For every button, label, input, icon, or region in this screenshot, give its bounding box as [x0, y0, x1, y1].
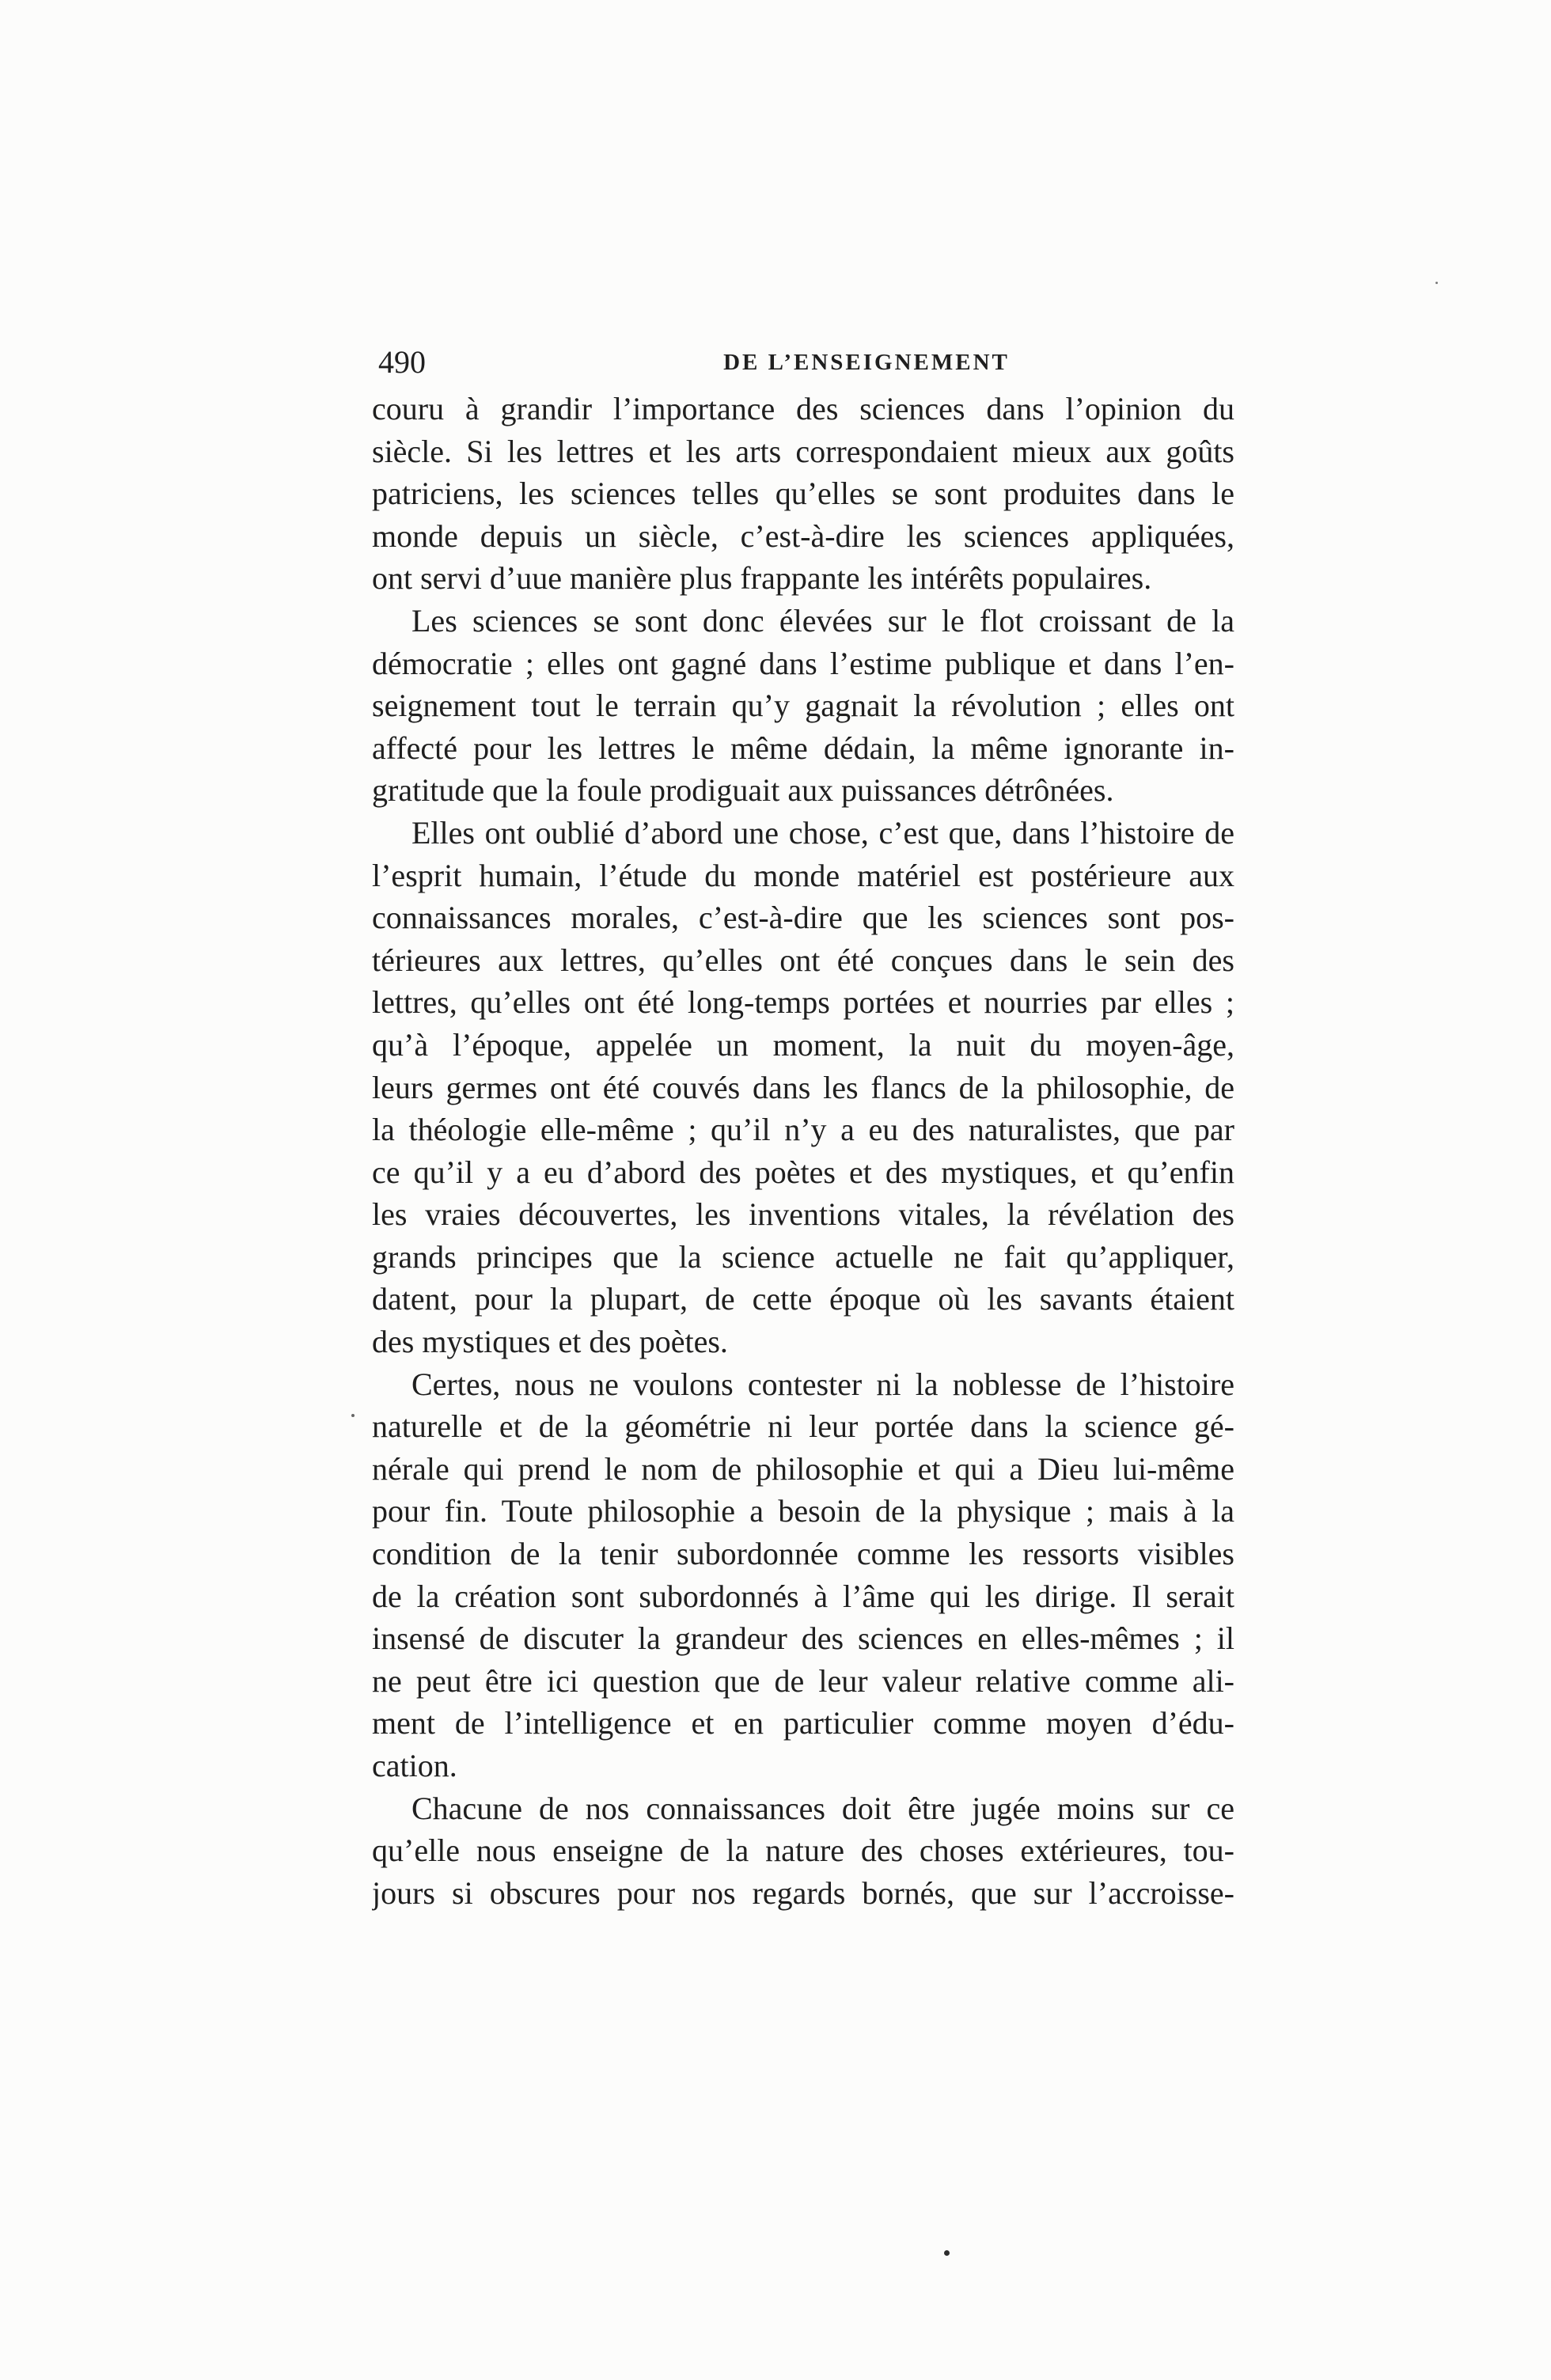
text-line: ne peut être ici question que de leur valeur relative comme ali- — [372, 1662, 1234, 1699]
running-title: DE L’ENSEIGNEMENT — [723, 350, 1010, 375]
text-line: lettres, qu’elles ont été long-temps portées et nourries par elles ; — [372, 984, 1234, 1021]
text-line: des mystiques et des poètes. — [372, 1324, 728, 1360]
paragraph-2 — [372, 600, 1234, 812]
page-number: 490 — [378, 344, 426, 380]
text-line: jours si obscures pour nos regards bornés, que sur l’accroisse- — [372, 1874, 1234, 1911]
text-line: insensé de discuter la grandeur des sciences en elles-mêmes ; il — [372, 1620, 1234, 1657]
text-line: nérale qui prend le nom de philosophie et qui a Dieu lui-même — [372, 1450, 1234, 1487]
body-text — [372, 388, 1234, 1914]
text-line: les vraies découvertes, les inventions vitales, la révélation des — [372, 1196, 1234, 1233]
text-line: affecté pour les lettres le même dédain, la même ignorante in- — [372, 730, 1234, 766]
text-line: monde depuis un siècle, c’est-à-dire les sciences appliquées, — [372, 517, 1234, 554]
text-line: qu’à l’époque, appelée un moment, la nuit du moyen-âge, — [372, 1026, 1234, 1063]
text-line: grands principes que la science actuelle ne fait qu’appliquer, — [372, 1238, 1234, 1275]
text-line: naturelle et de la géométrie ni leur portée dans la science gé- — [372, 1408, 1234, 1445]
text-line: ce qu’il y a eu d’abord des poètes et des mystiques, et qu’enfin — [372, 1154, 1234, 1190]
text-line: Les sciences se sont donc élevées sur le flot croissant de la — [411, 602, 1234, 639]
paragraph-4 — [372, 1363, 1234, 1787]
paragraph-5 — [372, 1787, 1234, 1915]
text-line: gratitude que la foule prodiguait aux puissances détrônées. — [372, 772, 1114, 809]
text-line: pour fin. Toute philosophie a besoin de la physique ; mais à la — [372, 1493, 1234, 1529]
text-line: condition de la tenir subordonnée comme les ressorts visibles — [372, 1536, 1234, 1572]
text-line: qu’elle nous enseigne de la nature des choses extérieures, tou- — [372, 1832, 1234, 1869]
text-line: l’esprit humain, l’étude du monde matériel est postérieure aux — [372, 857, 1234, 893]
text-line: datent, pour la plupart, de cette époque où les savants étaient — [372, 1281, 1234, 1317]
paragraph-1 — [372, 388, 1234, 600]
text-line: ment de l’intelligence et en particulier comme moyen d’édu- — [372, 1705, 1234, 1741]
text-line: Chacune de nos connaissances doit être jugée moins sur ce — [411, 1790, 1234, 1826]
paragraph-3 — [372, 812, 1234, 1363]
text-line: leurs germes ont été couvés dans les flancs de la philosophie, de — [372, 1069, 1234, 1105]
text-line: la théologie elle-même ; qu’il n’y a eu des naturalistes, que par — [372, 1112, 1234, 1148]
text-line: ont servi d’uue manière plus frappante les intérêts populaires. — [372, 560, 1152, 597]
printer-mark-dot — [944, 2250, 950, 2256]
text-line: térieures aux lettres, qu’elles ont été conçues dans le sein des — [372, 942, 1234, 978]
text-line: Elles ont oublié d’abord une chose, c’est que, dans l’histoire de — [411, 814, 1234, 851]
paper-speck — [1435, 282, 1438, 284]
text-line: cation. — [372, 1748, 457, 1783]
text-line: patriciens, les sciences telles qu’elles se sont produites dans le — [372, 476, 1234, 512]
text-line: couru à grandir l’importance des sciences dans l’opinion du — [372, 391, 1234, 426]
text-line: de la création sont subordonnés à l’âme qui les dirige. Il serait — [372, 1578, 1234, 1614]
text-line: seignement tout le terrain qu’y gagnait la révolution ; elles ont — [372, 688, 1234, 724]
text-line: Certes, nous ne voulons contester ni la noblesse de l’histoire — [411, 1366, 1234, 1402]
text-line: siècle. Si les lettres et les arts correspondaient mieux aux goûts — [372, 433, 1234, 469]
paper-speck — [351, 1414, 355, 1417]
text-line: connaissances morales, c’est-à-dire que les sciences sont pos- — [372, 900, 1234, 936]
text-line: démocratie ; elles ont gagné dans l’estime publique et dans l’en- — [372, 645, 1234, 681]
page-header — [372, 340, 1234, 385]
